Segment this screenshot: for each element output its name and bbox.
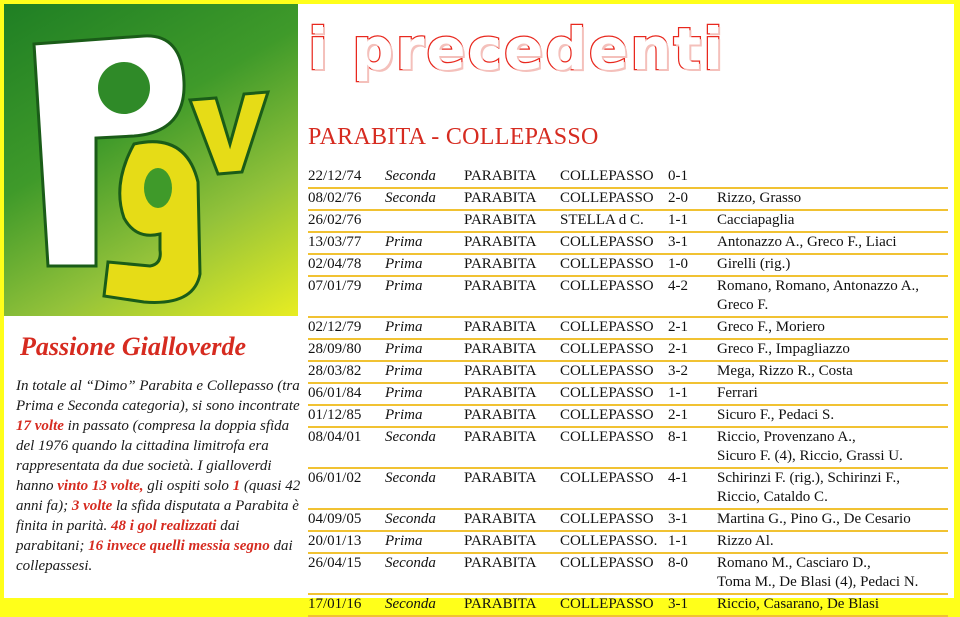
- match-category: Seconda: [385, 511, 436, 527]
- match-scorers: Antonazzo A., Greco F., Liaci: [717, 234, 897, 250]
- pgv-logo: [4, 4, 298, 316]
- away-team: COLLEPASSO: [560, 470, 654, 486]
- away-team: COLLEPASSO: [560, 555, 654, 571]
- info-highlight: 16 invece quelli messia segno: [88, 538, 270, 554]
- away-team: COLLEPASSO: [560, 596, 654, 612]
- home-team: PARABITA: [464, 256, 537, 272]
- match-row: [308, 554, 948, 595]
- home-team: PARABITA: [464, 363, 537, 379]
- match-row: [308, 318, 948, 340]
- match-row: [308, 532, 948, 554]
- home-team: PARABITA: [464, 407, 537, 423]
- match-score: 3-1: [668, 511, 688, 527]
- info-highlight: 1: [232, 478, 241, 494]
- match-row: [308, 510, 948, 532]
- info-text-fragment: la sfida disputata a Parabita è finita in parità.: [16, 498, 299, 534]
- info-highlight: 17 volte: [16, 418, 64, 434]
- away-team: COLLEPASSO: [560, 429, 654, 445]
- info-text-fragment: In totale al “Dimo” Parabita e Collepasso (tra Prima e Seconda categoria), si sono incontrate: [16, 378, 300, 414]
- match-date: 28/09/80: [308, 341, 362, 357]
- match-row: [308, 384, 948, 406]
- match-title: PARABITA - COLLEPASSO: [308, 124, 599, 150]
- match-category: Seconda: [385, 168, 436, 184]
- match-row: [308, 233, 948, 255]
- info-title: Passione Gialloverde: [20, 332, 247, 361]
- away-team: COLLEPASSO: [560, 319, 654, 335]
- away-team: COLLEPASSO.: [560, 533, 658, 549]
- home-team: PARABITA: [464, 212, 537, 228]
- home-team: PARABITA: [464, 429, 537, 445]
- home-team: PARABITA: [464, 470, 537, 486]
- match-score: 1-1: [668, 212, 688, 228]
- info-highlight: 3 volte: [71, 498, 113, 514]
- match-date: 20/01/13: [308, 533, 362, 549]
- match-row: [308, 595, 948, 617]
- match-scorers: Greco F., Impagliazzo: [717, 341, 850, 357]
- match-date: 02/04/78: [308, 256, 362, 272]
- match-score: 2-1: [668, 341, 688, 357]
- match-category: Prima: [385, 385, 423, 401]
- match-date: 06/01/02: [308, 470, 362, 486]
- matches-table: [308, 167, 948, 617]
- match-score: 2-1: [668, 319, 688, 335]
- home-team: PARABITA: [464, 234, 537, 250]
- match-category: Prima: [385, 256, 423, 272]
- info-text-fragment: (quasi 42 anni fa);: [16, 478, 301, 514]
- match-scorers: Riccio, Provenzano A., Sicuro F. (4), Riccio, Grassi U.: [717, 429, 903, 464]
- match-scorers: Riccio, Casarano, De Blasi: [717, 596, 880, 612]
- info-text-fragment: dai collepassesi.: [16, 538, 293, 574]
- match-date: 08/04/01: [308, 429, 362, 445]
- match-date: 08/02/76: [308, 190, 362, 206]
- away-team: COLLEPASSO: [560, 168, 654, 184]
- match-category: Prima: [385, 363, 423, 379]
- match-scorers: Romano, Romano, Antonazzo A., Greco F.: [717, 278, 920, 313]
- match-scorers: Sicuro F., Pedaci S.: [717, 407, 835, 423]
- match-category: Prima: [385, 319, 423, 335]
- logo-letter-v: [190, 92, 268, 174]
- home-team: PARABITA: [464, 555, 537, 571]
- match-scorers: Ferrari: [717, 385, 758, 401]
- home-team: PARABITA: [464, 190, 537, 206]
- home-team: PARABITA: [464, 278, 537, 294]
- match-category: Seconda: [385, 470, 436, 486]
- home-team: PARABITA: [464, 596, 537, 612]
- match-score: 3-2: [668, 363, 688, 379]
- away-team: COLLEPASSO: [560, 278, 654, 294]
- away-team: COLLEPASSO: [560, 234, 654, 250]
- match-score: 4-1: [668, 470, 688, 486]
- away-team: COLLEPASSO: [560, 407, 654, 423]
- match-score: 4-2: [668, 278, 688, 294]
- home-team: PARABITA: [464, 319, 537, 335]
- match-score: 8-1: [668, 429, 688, 445]
- match-row: [308, 167, 948, 189]
- logo-panel: [4, 4, 298, 316]
- away-team: COLLEPASSO: [560, 385, 654, 401]
- match-scorers: Girelli (rig.): [717, 256, 791, 272]
- info-text-fragment: in passato (compresa la doppia sfida del 1976 quando la cittadina limitrofa era rappresentata da due società. I gialloverdi hanno: [16, 418, 290, 494]
- match-date: 26/02/76: [308, 212, 362, 228]
- match-row: [308, 362, 948, 384]
- match-score: 2-1: [668, 407, 688, 423]
- match-scorers: Martina G., Pino G., De Cesario: [717, 511, 911, 527]
- match-scorers: Romano M., Casciaro D., Toma M., De Blasi (4), Pedaci N.: [717, 555, 919, 590]
- away-team: COLLEPASSO: [560, 256, 654, 272]
- match-row: [308, 189, 948, 211]
- match-date: 01/12/85: [308, 407, 362, 423]
- away-team: COLLEPASSO: [560, 363, 654, 379]
- home-team: PARABITA: [464, 533, 537, 549]
- match-scorers: Mega, Rizzo R., Costa: [717, 363, 853, 379]
- match-score: 1-1: [668, 533, 688, 549]
- home-team: PARABITA: [464, 511, 537, 527]
- match-date: 28/03/82: [308, 363, 362, 379]
- match-score: 2-0: [668, 190, 688, 206]
- away-team: COLLEPASSO: [560, 341, 654, 357]
- home-team: PARABITA: [464, 385, 537, 401]
- home-team: PARABITA: [464, 341, 537, 357]
- match-score: 0-1: [668, 168, 688, 184]
- match-date: 06/01/84: [308, 385, 362, 401]
- info-text-fragment: gli ospiti solo: [143, 478, 233, 494]
- match-date: 07/01/79: [308, 278, 362, 294]
- match-row: [308, 428, 948, 469]
- match-category: Prima: [385, 341, 423, 357]
- match-date: 13/03/77: [308, 234, 362, 250]
- match-date: 17/01/16: [308, 596, 362, 612]
- match-row: [308, 340, 948, 362]
- match-category: Prima: [385, 278, 423, 294]
- match-score: 8-0: [668, 555, 688, 571]
- match-score: 1-0: [668, 256, 688, 272]
- match-category: Seconda: [385, 596, 436, 612]
- match-score: 3-1: [668, 234, 688, 250]
- home-team: PARABITA: [464, 168, 537, 184]
- info-paragraph: [16, 376, 301, 576]
- match-category: Seconda: [385, 190, 436, 206]
- match-row: [308, 406, 948, 428]
- away-team: STELLA d C.: [560, 212, 644, 228]
- match-row: [308, 211, 948, 233]
- match-scorers: Rizzo Al.: [717, 533, 774, 549]
- match-score: 3-1: [668, 596, 688, 612]
- away-team: COLLEPASSO: [560, 190, 654, 206]
- match-row: [308, 469, 948, 510]
- info-highlight: 48 i gol realizzati: [111, 518, 217, 534]
- match-date: 02/12/79: [308, 319, 362, 335]
- match-date: 26/04/15: [308, 555, 362, 571]
- match-row: [308, 277, 948, 318]
- logo-letter-g: [104, 142, 200, 303]
- info-text-fragment: dai parabitani;: [16, 518, 240, 554]
- match-row: [308, 255, 948, 277]
- match-scorers: Cacciapaglia: [717, 212, 795, 228]
- info-box: [4, 316, 301, 598]
- match-date: 22/12/74: [308, 168, 362, 184]
- match-date: 04/09/05: [308, 511, 362, 527]
- info-highlight: vinto 13 volte,: [57, 478, 144, 494]
- match-category: Seconda: [385, 555, 436, 571]
- away-team: COLLEPASSO: [560, 511, 654, 527]
- match-scorers: Greco F., Moriero: [717, 319, 825, 335]
- match-category: Prima: [385, 234, 423, 250]
- match-score: 1-1: [668, 385, 688, 401]
- page-title: i precedenti: [308, 15, 726, 83]
- match-category: Prima: [385, 407, 423, 423]
- match-category: Prima: [385, 533, 423, 549]
- match-scorers: Rizzo, Grasso: [717, 190, 802, 206]
- match-scorers: Schirinzi F. (rig.), Schirinzi F., Riccio, Cataldo C.: [717, 470, 900, 505]
- match-category: Seconda: [385, 429, 436, 445]
